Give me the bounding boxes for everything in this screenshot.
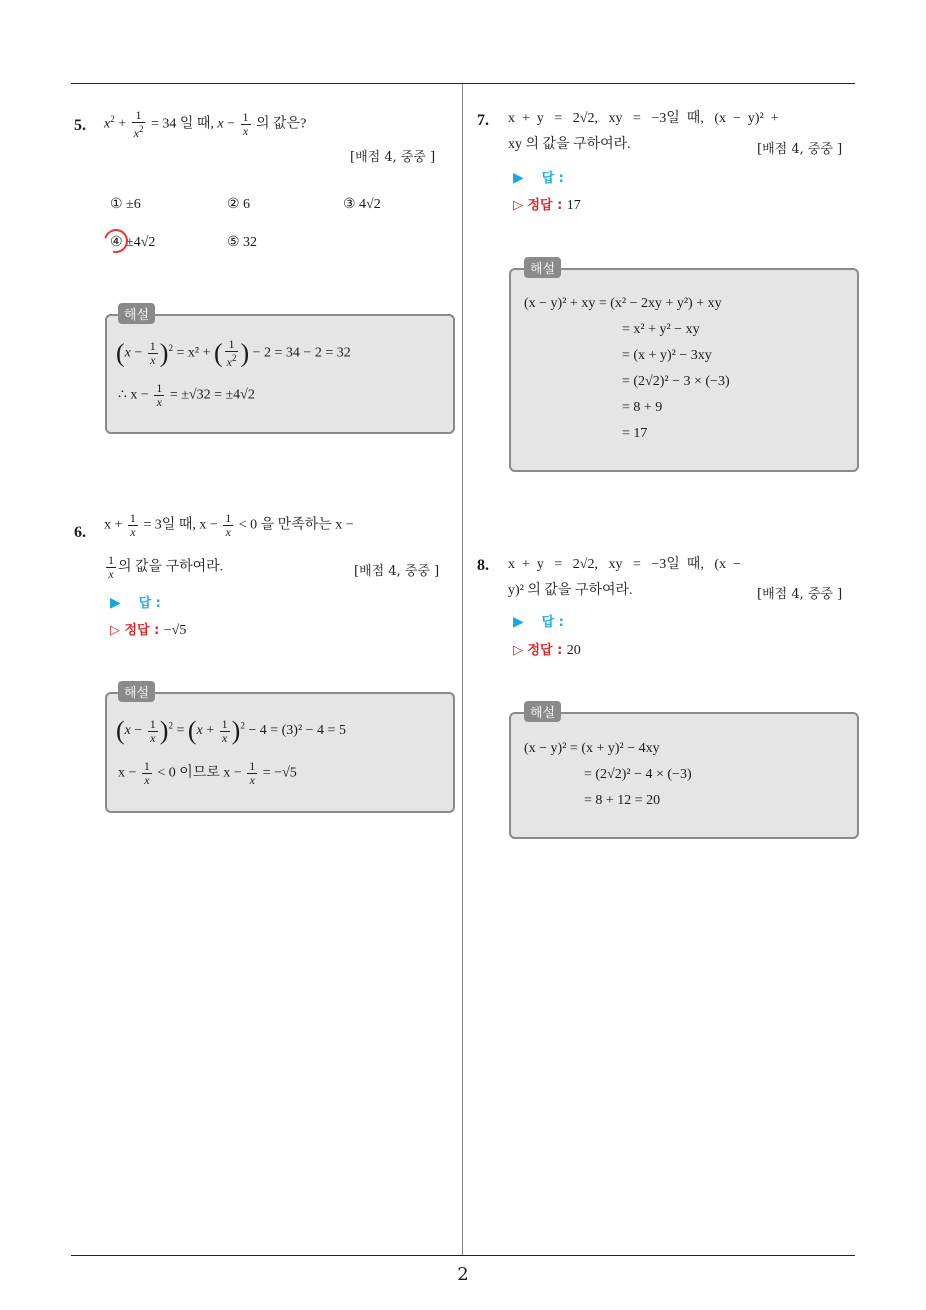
q6-answer-row (110, 592, 161, 611)
q7-answer-label: 답 : (541, 171, 564, 186)
q5-choice-3[interactable]: ③ 4√2 (343, 197, 381, 212)
q5-frac-1-over-x: $\frac{1}{x}$ (242, 109, 249, 138)
q6-explanation-box (105, 692, 455, 813)
q7-explanation-tag: 해설 (524, 257, 561, 278)
q6-text-a: x + (104, 517, 123, 533)
q6-number: 6. (74, 524, 86, 541)
filled-triangle-icon: ▶ (513, 170, 524, 186)
q6-exp-line2-head: x − (118, 765, 137, 781)
q6-text-d: 의 값을 구하여라. (118, 559, 224, 575)
q8-explanation-tag: 해설 (524, 701, 561, 722)
q8-answer-row (513, 611, 564, 630)
page-number: 2 (457, 1264, 469, 1285)
q7-answer-row (513, 167, 564, 186)
q5-exp-line2-head: ∴ x − (118, 387, 149, 403)
q5-explanation-line-2: ∴ x − $\frac{1}{x}$ = ±√32 = ±4√2 (118, 381, 255, 409)
q7-correct-label: 정답 : (527, 198, 563, 213)
q7-number: 7. (477, 112, 489, 129)
q5-exp-line1-end: − 2 = 34 − 2 = 32 (252, 345, 351, 361)
q6-correct-row (110, 619, 186, 639)
q8-correct-value: 20 (566, 643, 581, 658)
column-divider (462, 84, 463, 1256)
q5-exp-line1-tail: = x² + (176, 345, 211, 361)
q6-explanation-tag: 해설 (118, 681, 155, 702)
q5-text-tail: 의 값은? (256, 116, 307, 132)
q6-exp-line1-end: − 4 = (3)² − 4 = 5 (248, 723, 346, 739)
q5-frac-1-over-x2: $\frac{1}{x^2}$ (133, 107, 144, 140)
q6-explanation-line-1: (x − $\frac{1}{x}$ )$^2$ = (x + $\frac{1}{x}$ )$^2$ − 4 = (3)² − 4 = 5 (116, 716, 346, 745)
q8-answer-label: 답 : (541, 615, 564, 630)
q8-step-2: = (2√2)² − 4 × (−3) (584, 767, 692, 782)
q5-choice-5[interactable]: ⑤ 32 (227, 235, 258, 250)
q5-text: $x^2$ + $\frac{1}{x^2}$ = 34 일 때, x − $\frac{1}{x}$ 의 값은? (104, 107, 307, 140)
q5-choice-4[interactable]: ④ ±4√2 (110, 235, 156, 250)
q6-exp-line1-mid: = (176, 723, 185, 739)
q5-explanation-box (105, 314, 455, 434)
q8-correct-label: 정답 : (527, 643, 563, 658)
q7-step-1: (x − y)² + xy = (x² − 2xy + y²) + xy (524, 296, 722, 311)
q7-step-6: = 17 (622, 426, 648, 441)
q5-explanation-line-1: (x − $\frac{1}{x}$ )$^2$ = x² + ( $\frac{1}{x^2}$ ) − 2 = 34 − 2 = 32 (116, 337, 351, 369)
q7-correct-row (513, 194, 581, 214)
q6-explanation-line-2: x − $\frac{1}{x}$ < 0 이므로 x − $\frac{1}{x}$ = −√5 (118, 759, 297, 787)
outline-triangle-icon: ▷ (110, 623, 120, 638)
q8-correct-row (513, 639, 581, 659)
q7-step-2: = x² + y² − xy (622, 322, 700, 337)
bottom-rule (71, 1255, 855, 1256)
q7-step-3: = (x + y)² − 3xy (622, 348, 712, 363)
q6-text: x + $\frac{1}{x}$ = 3일 때, x − $\frac{1}{x}$ < 0 을 만족하는 x − (104, 511, 354, 539)
q6-score: [배점 4, 중중 ] (354, 564, 440, 579)
q6-answer-label: 답 : (138, 596, 161, 611)
q6-exp-line2-mid: < 0 이므로 x − (157, 765, 242, 781)
outline-triangle-icon: ▷ (513, 198, 523, 213)
q7-score: [배점 4, 중중 ] (757, 142, 843, 157)
q6-correct-value: −√5 (163, 623, 187, 638)
q8-score: [배점 4, 중중 ] (757, 587, 843, 602)
q5-explanation-tag: 해설 (118, 303, 155, 324)
q7-line-2: xy 의 값을 구하여라. (508, 137, 631, 152)
filled-triangle-icon: ▶ (110, 595, 121, 611)
filled-triangle-icon: ▶ (513, 614, 524, 630)
q7-step-4: = (2√2)² − 3 × (−3) (622, 374, 730, 389)
q8-step-1: (x − y)² = (x + y)² − 4xy (524, 741, 660, 756)
q6-text-c: < 0 을 만족하는 x − (238, 517, 354, 533)
q5-choice-1[interactable]: ① ±6 (110, 197, 141, 212)
q8-step-3: = 8 + 12 = 20 (584, 793, 661, 808)
top-rule (71, 83, 855, 84)
q5-score: [배점 4, 중중 ] (350, 150, 436, 165)
q7-correct-value: 17 (566, 198, 581, 213)
q8-line-2: y)² 의 값을 구하여라. (508, 583, 633, 598)
q8-number: 8. (477, 557, 489, 574)
q5-choice-2[interactable]: ② 6 (227, 197, 251, 212)
q7-line-1: x + y = 2√2, xy = −3일 때, (x − y)² + (508, 111, 779, 126)
selected-answer-circle-icon (100, 225, 133, 258)
q6-text-line2: $\frac{1}{x}$ 의 값을 구하여라. (108, 553, 224, 581)
q5-text-eq: = 34 일 때, (150, 116, 214, 132)
outline-triangle-icon: ▷ (513, 643, 523, 658)
q7-step-5: = 8 + 9 (622, 400, 663, 415)
q6-text-b: = 3일 때, x − (143, 517, 218, 533)
q6-exp-line2-end: = −√5 (262, 765, 297, 781)
q5-number: 5. (74, 117, 86, 134)
q6-correct-label: 정답 : (124, 623, 160, 638)
q5-exp-line2-tail: = ±√32 = ±4√2 (169, 387, 255, 403)
q8-line-1: x + y = 2√2, xy = −3일 때, (x − (508, 557, 741, 572)
